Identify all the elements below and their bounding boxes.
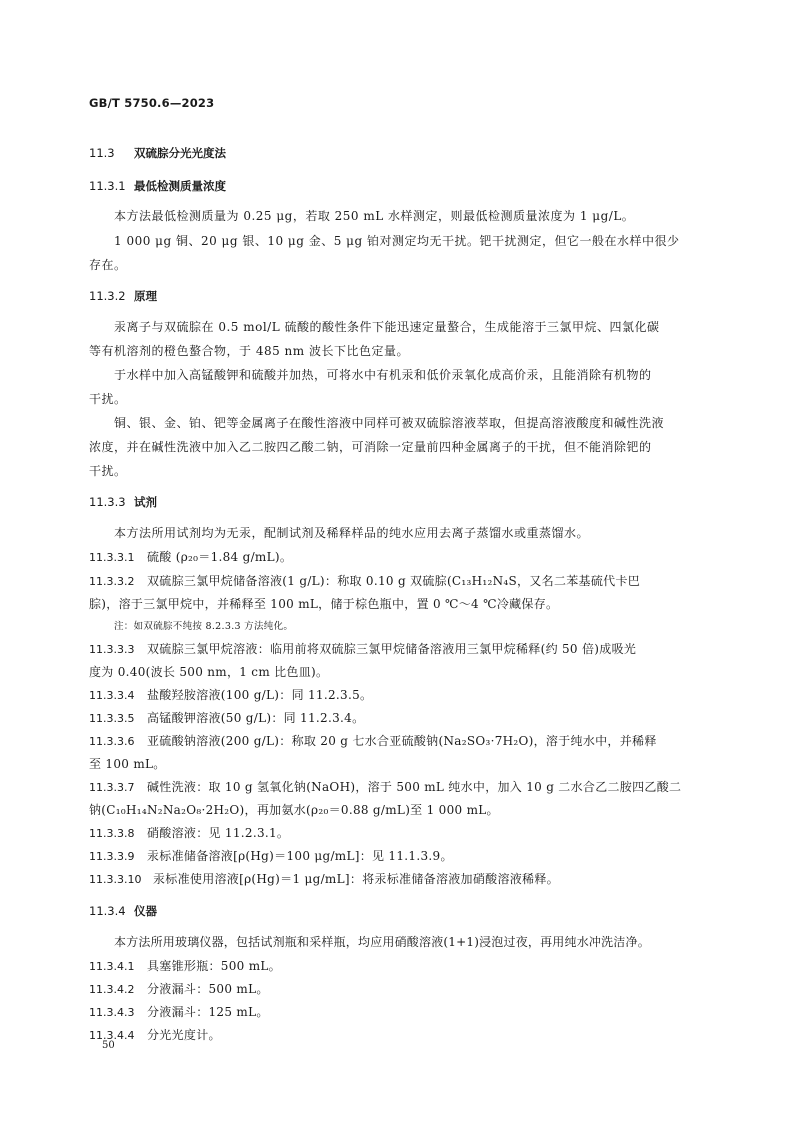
item-text: 盐酸羟胺溶液(100 g/L)：同 11.2.3.5。 xyxy=(147,688,373,702)
paragraph: 铜、银、金、铂、钯等金属离子在酸性溶液中同样可被双硫腙溶液萃取，但提高溶液酸度和碱性洗液 xyxy=(114,416,665,430)
section-heading xyxy=(89,288,157,304)
section-heading xyxy=(89,903,157,919)
section-title: 最低检测质量浓度 xyxy=(134,179,226,193)
item-number: 11.3.4.2 xyxy=(89,983,135,996)
item-text: 具塞锥形瓶：500 mL。 xyxy=(147,959,281,973)
section-heading xyxy=(89,494,157,510)
item-number: 11.3.4.4 xyxy=(89,1029,135,1042)
item-text: 分光光度计。 xyxy=(147,1028,221,1042)
item-text: 高锰酸钾溶液(50 g/L)：同 11.2.3.4。 xyxy=(147,711,365,725)
reagent-item xyxy=(89,870,559,887)
reagent-item xyxy=(89,548,292,565)
item-number: 11.3.3.9 xyxy=(89,850,135,863)
reagent-item xyxy=(89,847,453,864)
reagent-item-continuation: 至 100 mL。 xyxy=(89,757,166,771)
reagent-item xyxy=(89,709,364,726)
item-text: 双硫腙三氯甲烷溶液：临用前将双硫腙三氯甲烷储备溶液用三氯甲烷稀释(约 50 倍)成吸光 xyxy=(147,642,637,656)
item-number: 11.3.3.6 xyxy=(89,735,135,748)
item-number: 11.3.3.1 xyxy=(89,551,135,564)
item-text: 分液漏斗：125 mL。 xyxy=(147,1005,269,1019)
reagent-item-continuation: 腙)，溶于三氯甲烷中，并稀释至 100 mL，储于棕色瓶中，置 0 ℃～4 ℃冷藏保存。 xyxy=(89,597,559,611)
paragraph: 本方法所用试剂均为无汞，配制试剂及稀释样品的纯水应用去离子蒸馏水或重蒸馏水。 xyxy=(114,526,590,540)
item-text: 硝酸溶液：见 11.2.3.1。 xyxy=(147,826,290,840)
reagent-item xyxy=(89,824,289,841)
item-text: 汞标准储备溶液[ρ(Hg)＝100 μg/mL]：见 11.1.3.9。 xyxy=(147,849,453,863)
reagent-item xyxy=(89,732,657,749)
paragraph-continuation: 等有机溶剂的橙色螯合物，于 485 nm 波长下比色定量。 xyxy=(89,344,409,358)
paragraph-continuation: 干扰。 xyxy=(89,464,127,478)
section-number: 11.3 xyxy=(89,146,115,160)
paragraph-continuation: 浓度，并在碱性洗液中加入乙二胺四乙酸二钠，可消除一定量前四种金属离子的干扰，但不能消除钯的 xyxy=(89,440,652,454)
instrument-item xyxy=(89,957,281,974)
reagent-item-continuation: 钠(C₁₀H₁₄N₂Na₂O₈·2H₂O)，再加氨水(ρ₂₀＝0.88 g/mL)至 1 000 mL。 xyxy=(89,803,499,817)
reagent-item xyxy=(89,778,681,795)
section-number: 11.3.2 xyxy=(89,289,126,303)
paragraph: 汞离子与双硫腙在 0.5 mol/L 硫酸的酸性条件下能迅速定量螯合，生成能溶于三氯甲烷、四氯化碳 xyxy=(114,320,660,334)
section-title: 仪器 xyxy=(134,904,157,918)
item-number: 11.3.3.4 xyxy=(89,689,135,702)
instrument-item xyxy=(89,980,269,997)
section-heading xyxy=(89,145,226,161)
section-title: 试剂 xyxy=(134,495,157,509)
item-number: 11.3.3.10 xyxy=(89,873,142,886)
reagent-item xyxy=(89,640,636,657)
item-text: 亚硫酸钠溶液(200 g/L)：称取 20 g 七水合亚硫酸钠(Na₂SO₃·7H₂O)，溶于纯水中，并稀释 xyxy=(147,734,657,748)
paragraph: 本方法最低检测质量为 0.25 μg，若取 250 mL 水样测定，则最低检测质量浓度为 1 μg/L。 xyxy=(114,209,635,223)
section-number: 11.3.4 xyxy=(89,904,126,918)
paragraph: 本方法所用玻璃仪器，包括试剂瓶和采样瓶，均应用硝酸溶液(1+1)浸泡过夜，再用纯水冲洗洁净。 xyxy=(114,935,650,949)
standard-code: GB/T 5750.6—2023 xyxy=(89,96,215,110)
reagent-item xyxy=(89,686,372,703)
item-text: 硫酸 (ρ₂₀＝1.84 g/mL)。 xyxy=(147,550,293,564)
section-heading xyxy=(89,178,226,194)
section-title: 原理 xyxy=(134,289,157,303)
paragraph-continuation: 存在。 xyxy=(89,258,127,272)
item-text: 碱性洗液：取 10 g 氢氧化钠(NaOH)，溶于 500 mL 纯水中，加入 10 g 二水合乙二胺四乙酸二 xyxy=(147,780,682,794)
section-title: 双硫腙分光光度法 xyxy=(134,146,226,160)
item-text: 双硫腙三氯甲烷储备溶液(1 g/L)：称取 0.10 g 双硫腙(C₁₃H₁₂N₄S，又名二苯基硫代卡巴 xyxy=(147,574,641,588)
section-number: 11.3.3 xyxy=(89,495,126,509)
instrument-item xyxy=(89,1003,269,1020)
page-number: 50 xyxy=(102,1040,115,1051)
item-number: 11.3.3.7 xyxy=(89,781,135,794)
item-number: 11.3.3.5 xyxy=(89,712,135,725)
note: 注：如双硫腙不纯按 8.2.3.3 方法纯化。 xyxy=(114,621,294,632)
item-number: 11.3.4.3 xyxy=(89,1006,135,1019)
item-text: 汞标准使用溶液[ρ(Hg)＝1 μg/mL]：将汞标准储备溶液加硝酸溶液稀释。 xyxy=(153,872,559,886)
item-text: 分液漏斗：500 mL。 xyxy=(147,982,269,996)
reagent-item xyxy=(89,572,640,589)
item-number: 11.3.3.8 xyxy=(89,827,135,840)
item-number: 11.3.3.2 xyxy=(89,575,135,588)
paragraph-continuation: 干扰。 xyxy=(89,392,127,406)
item-number: 11.3.4.1 xyxy=(89,960,135,973)
paragraph: 于水样中加入高锰酸钾和硫酸并加热，可将水中有机汞和低价汞氧化成高价汞，且能消除有机物的 xyxy=(114,368,652,382)
item-number: 11.3.3.3 xyxy=(89,643,135,656)
reagent-item-continuation: 度为 0.40(波长 500 nm，1 cm 比色皿)。 xyxy=(89,665,329,679)
section-number: 11.3.1 xyxy=(89,179,126,193)
paragraph: 1 000 μg 铜、20 μg 银、10 μg 金、5 μg 铂对测定均无干扰。钯干扰测定，但它一般在水样中很少 xyxy=(114,234,680,248)
